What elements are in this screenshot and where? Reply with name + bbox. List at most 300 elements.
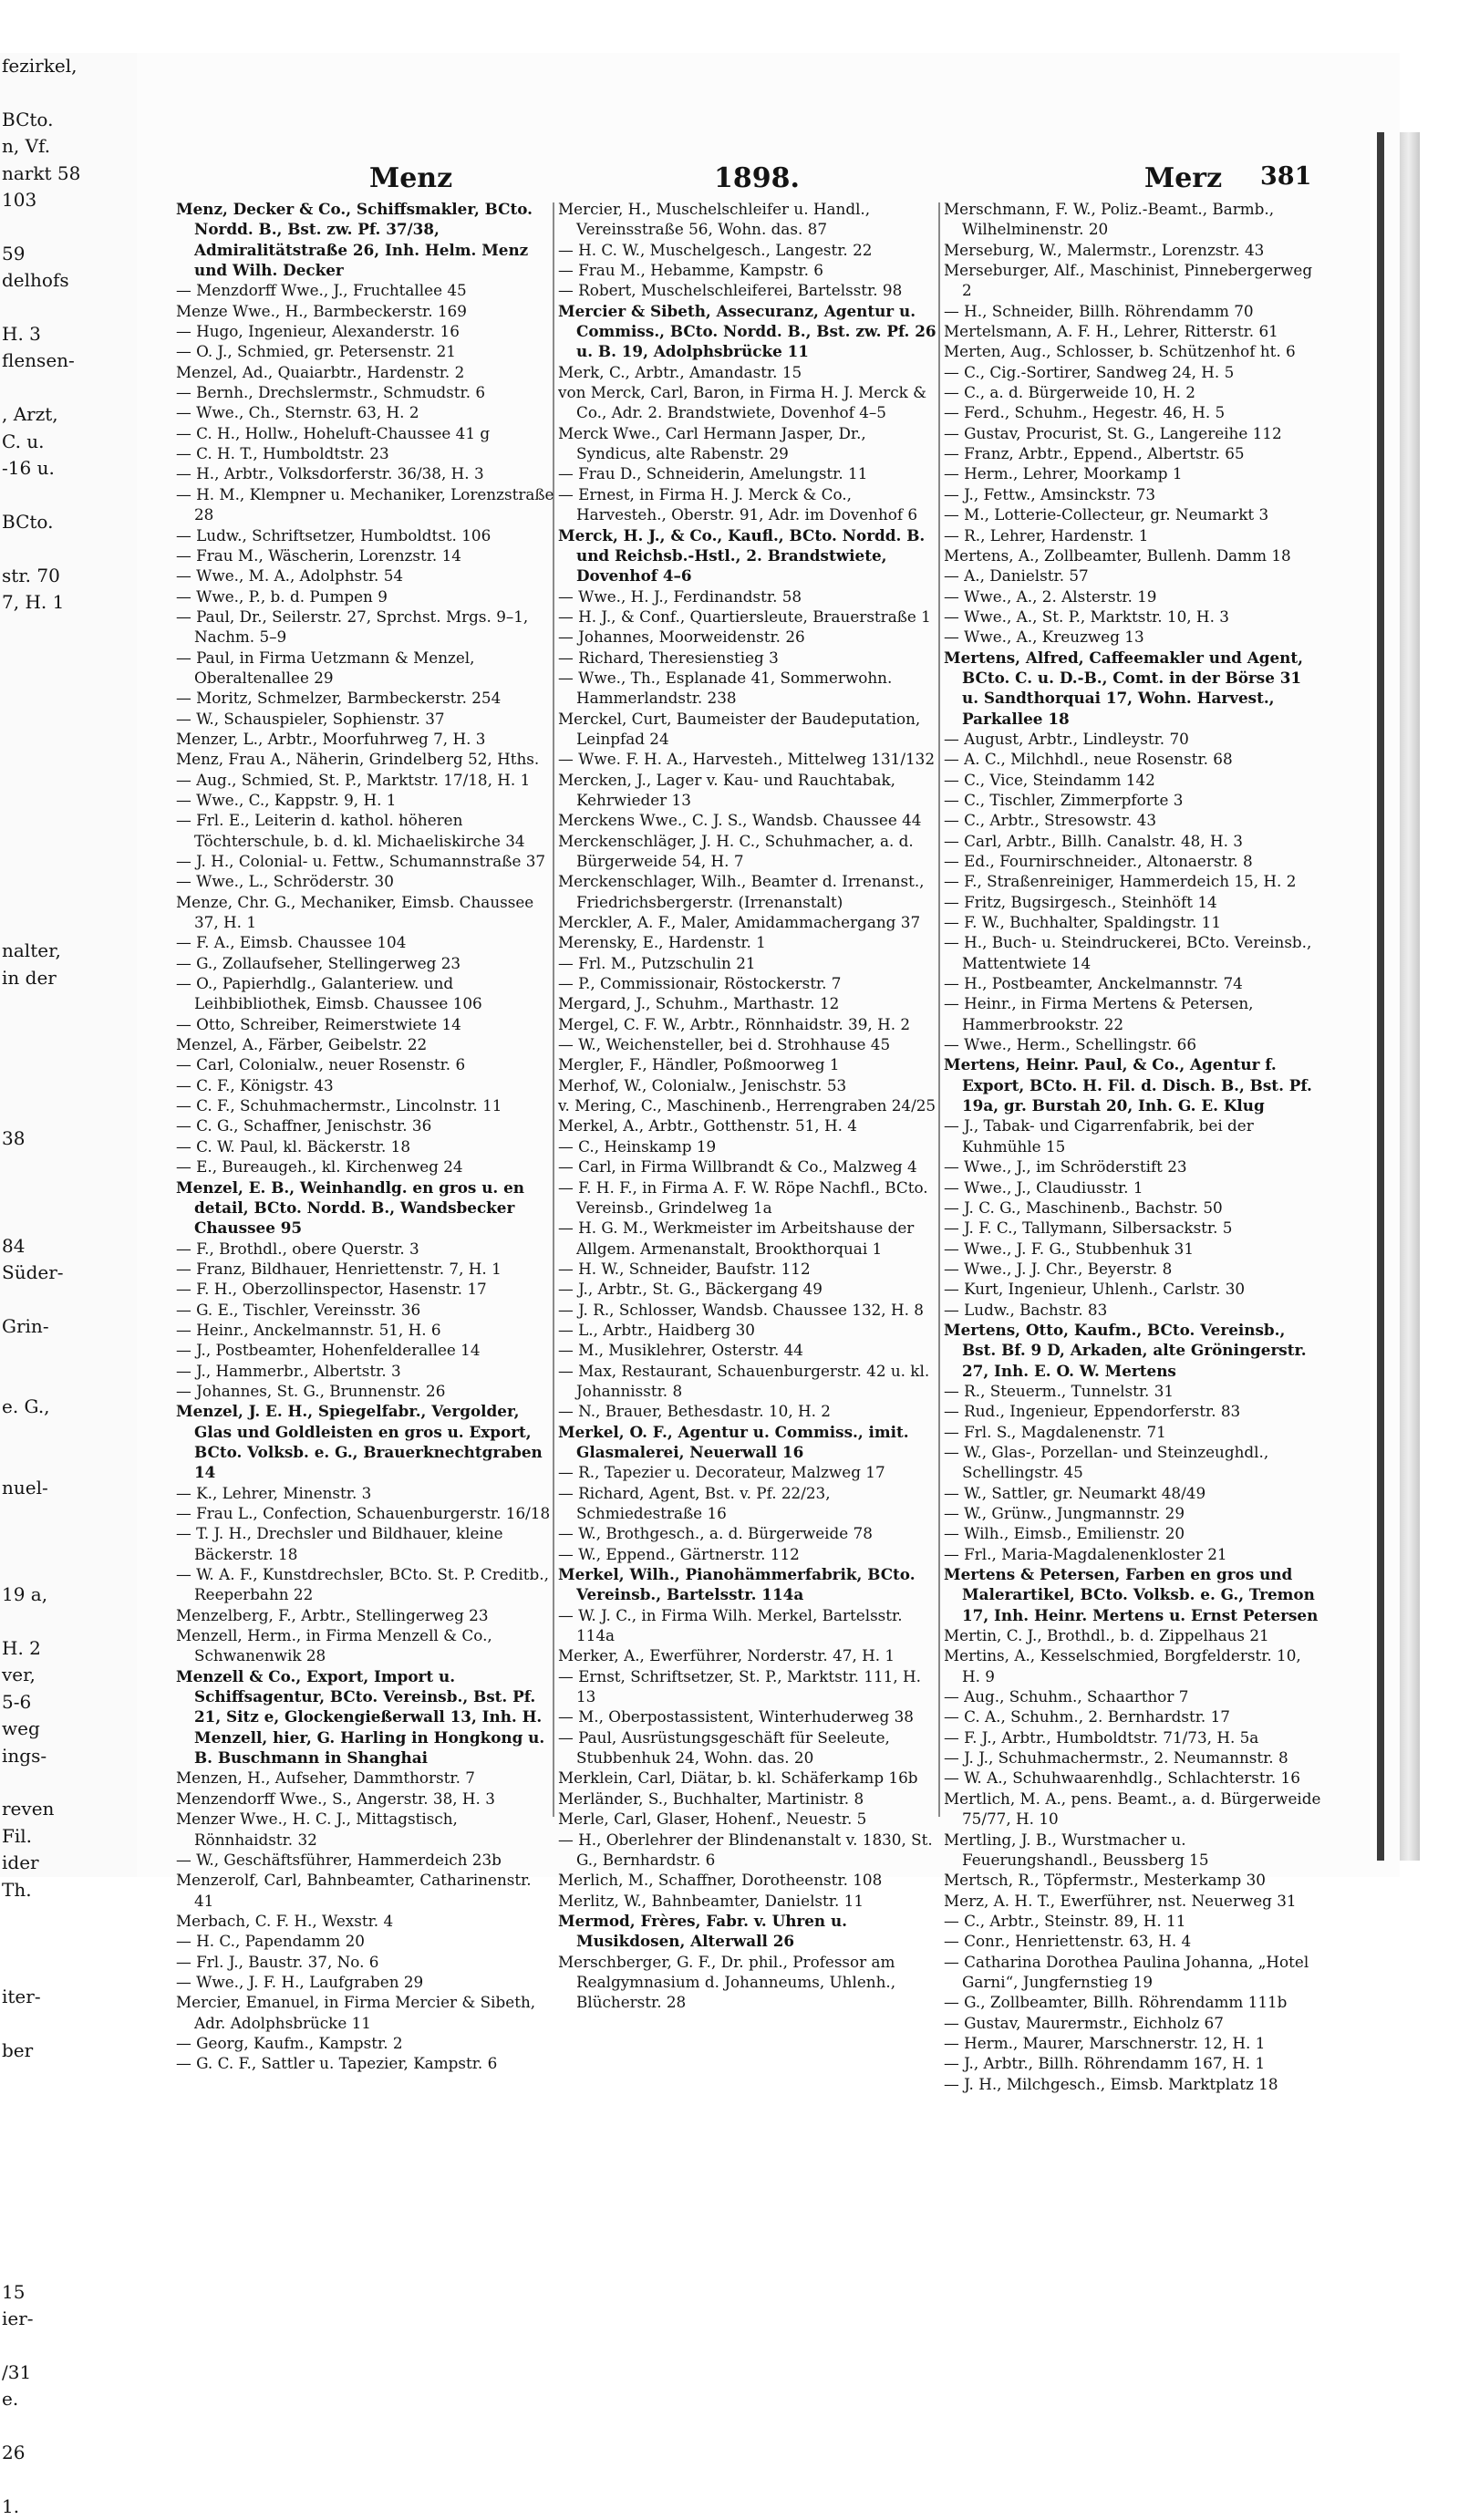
directory-entry: — W. J. C., in Firma Wilh. Merkel, Bartelsstr. 114a: [558, 1605, 903, 1645]
directory-entry: — Wwe., J. F. H., Laufgraben 29: [176, 1972, 424, 1991]
left-page-text-fragment: [0, 482, 137, 509]
directory-entry: Menze Wwe., H., Barmbeckerstr. 169: [176, 301, 467, 320]
page-gutter-shadow: [1377, 132, 1384, 1861]
directory-entry: Menzerolf, Carl, Bahnbeamter, Catharinenstr. 41: [176, 1871, 532, 1910]
left-page-text-fragment: [0, 2011, 137, 2038]
left-page-text-fragment: Süder-: [2, 1261, 64, 1284]
page-edge: [1400, 132, 1420, 1861]
directory-entry: — H. W., Schneider, Baufstr. 112: [558, 1259, 811, 1278]
left-page-text-fragment: iter-: [2, 1986, 41, 2008]
left-page-text-fragment: /31: [2, 2360, 32, 2383]
left-page-text-fragment: 1.: [2, 2494, 20, 2517]
left-page-text-fragment: [0, 1930, 137, 1956]
directory-entry: — Wwe. F. H. A., Harvesteh., Mittelweg 131/132: [558, 750, 936, 769]
left-page-text-fragment: [0, 885, 137, 911]
directory-entry: — Conr., Henriettenstr. 63, H. 4: [944, 1932, 1192, 1951]
left-page-text-fragment: 5-6: [2, 1690, 32, 1713]
directory-entry: Mercier, Emanuel, in Firma Mercier & Sibeth, Adr. Adolphsbrücke 11: [176, 1993, 536, 2032]
left-page-text-fragment: [0, 2145, 137, 2172]
left-page-text-fragment: [0, 1769, 137, 1796]
directory-entry: — C., Arbtr., Steinstr. 89, H. 11: [944, 1911, 1186, 1930]
directory-entry: — W., Brothgesch., a. d. Bürgerweide 78: [558, 1524, 873, 1543]
left-page-text-fragment: [0, 804, 137, 830]
left-page-text-fragment: [0, 1019, 137, 1045]
directory-entry: Menzel, E. B., Weinhandlg. en gros u. en detail, BCto. Nordd. B., Wandsbecker Chaussee 95: [176, 1177, 524, 1238]
directory-entry: — F. J., Arbtr., Humboldtstr. 71/73, H. 5a: [944, 1727, 1259, 1747]
left-page-text-fragment: [0, 617, 137, 643]
directory-entry: — Ernst, Schriftsetzer, St. P., Marktstr. 111, H. 13: [558, 1666, 921, 1706]
directory-entry: — W., Weichensteller, bei d. Strohhause 45: [558, 1035, 891, 1054]
directory-entry: Merle, Carl, Glaser, Hohenf., Neuestr. 5: [558, 1810, 867, 1829]
directory-entry: — R., Steuerm., Tunnelstr. 31: [944, 1381, 1174, 1400]
directory-entry: — Carl, Arbtr., Billh. Canalstr. 48, H. 3: [944, 831, 1243, 850]
left-page-text-fragment: [0, 213, 137, 240]
left-page-text-fragment: [0, 2199, 137, 2225]
directory-entry: — A. C., Milchhdl., neue Rosenstr. 68: [944, 750, 1233, 769]
directory-entry: — Rud., Ingenieur, Eppendorferstr. 83: [944, 1402, 1241, 1421]
directory-entry: Menzen, H., Aufseher, Dammthorstr. 7: [176, 1768, 475, 1788]
left-page-text-fragment: 15: [2, 2280, 26, 2303]
left-page-text-fragment: str. 70: [2, 564, 60, 586]
page-number: 381: [1260, 162, 1312, 191]
directory-entry: — J. C. G., Maschinenb., Bachstr. 50: [944, 1198, 1223, 1217]
directory-entry: Merckler, A. F., Maler, Amidammachergang 37: [558, 913, 921, 932]
directory-entry: Merseburger, Alf., Maschinist, Pinnebergerweg 2: [944, 261, 1313, 300]
directory-entry: — Wwe., A., St. P., Marktstr. 10, H. 3: [944, 607, 1229, 626]
directory-entry: Merten, Aug., Schlosser, b. Schützenhof ht. 6: [944, 342, 1296, 361]
directory-entry: — F. A., Eimsb. Chaussee 104: [176, 933, 407, 952]
left-page-text-fragment: [0, 2252, 137, 2278]
left-page-text-fragment: [0, 295, 137, 321]
left-page-text-fragment: [0, 1447, 137, 1474]
left-page-text-fragment: [0, 2064, 137, 2090]
directory-entry: Mercier, H., Muschelschleifer u. Handl., Vereinsstraße 56, Wohn. das. 87: [558, 200, 871, 239]
directory-column-3: [944, 199, 1322, 2094]
directory-entry: Merlich, M., Schaffner, Dorotheenstr. 108: [558, 1871, 883, 1890]
directory-entry: — J., Arbtr., Billh. Röhrendamm 167, H. 1: [944, 2054, 1266, 2073]
left-page-text-fragment: [0, 991, 137, 1018]
directory-entry: — F. W., Buchhalter, Spaldingstr. 11: [944, 913, 1221, 932]
directory-entry: — J. H., Milchgesch., Eimsb. Marktplatz 18: [944, 2074, 1278, 2093]
directory-entry: Merck Wwe., Carl Hermann Jasper, Dr., Syndicus, alte Rabenstr. 29: [558, 423, 866, 463]
directory-entry: — Wwe., Th., Esplanade 41, Sommerwohn. Hammerlandstr. 238: [558, 668, 893, 708]
left-page-text-fragment: reven: [2, 1798, 55, 1820]
directory-entry: — Frl. E., Leiterin d. kathol. höheren Töchterschule, b. d. kl. Michaeliskirche 34: [176, 811, 525, 850]
directory-entry: Merbach, C. F. H., Wexstr. 4: [176, 1911, 394, 1930]
left-page-text-fragment: [0, 1957, 137, 1984]
directory-entry: — G. E., Tischler, Vereinsstr. 36: [176, 1300, 421, 1319]
directory-entry: — Frau M., Hebamme, Kampstr. 6: [558, 261, 823, 280]
directory-entry: — Richard, Theresienstieg 3: [558, 648, 779, 667]
left-page-text-fragment: weg: [2, 1717, 40, 1740]
directory-entry: — Wwe., Ch., Sternstr. 63, H. 2: [176, 403, 419, 422]
directory-entry: — H., Postbeamter, Anckelmannstr. 74: [944, 974, 1243, 993]
directory-entry: — Fritz, Bugsirgesch., Steinhöft 14: [944, 892, 1217, 911]
directory-entry: — C., Vice, Steindamm 142: [944, 770, 1155, 789]
left-page-text-fragment: fezirkel,: [2, 55, 78, 77]
directory-entry: Menzer, L., Arbtr., Moorfuhrweg 7, H. 3: [176, 729, 486, 748]
directory-entry: — M., Oberpostassistent, Winterhuderweg 38: [558, 1707, 914, 1727]
directory-entry: — J. F. C., Tallymann, Silbersackstr. 5: [944, 1219, 1233, 1238]
directory-entry: — H. J., & Conf., Quartiersleute, Brauerstraße 1: [558, 607, 931, 626]
directory-entry: — P., Commissionair, Röstockerstr. 7: [558, 974, 842, 993]
directory-entry: Merckens Wwe., C. J. S., Wandsb. Chaussee 44: [558, 811, 922, 830]
directory-column-2: [558, 199, 936, 2013]
left-page-text-fragment: ber: [2, 2039, 34, 2062]
directory-entry: — Franz, Bildhauer, Henriettenstr. 7, H. 1: [176, 1259, 502, 1278]
left-page-text-fragment: [0, 1903, 137, 1930]
directory-entry: — Wwe., H. J., Ferdinandstr. 58: [558, 586, 802, 606]
left-page-text-fragment: e. G.,: [2, 1395, 50, 1418]
directory-entry: — Ernest, in Firma H. J. Merck & Co., Harvesteh., Oberstr. 91, Adr. im Dovenhof 6: [558, 484, 918, 524]
left-page-text-fragment: n, Vf.: [2, 135, 51, 158]
directory-entry: — G., Zollaufseher, Stellingerweg 23: [176, 953, 461, 972]
directory-entry: — W. A., Schuhwaarenhdlg., Schlachterstr. 16: [944, 1768, 1300, 1788]
left-page-text-fragment: delhofs: [2, 269, 69, 292]
left-page-text-fragment: BCto.: [2, 108, 54, 130]
left-page-text-fragment: [0, 1528, 137, 1554]
directory-entry: — G. C. F., Sattler u. Tapezier, Kampstr. 6: [176, 2054, 498, 2073]
directory-entry: — Frl. S., Magdalenenstr. 71: [944, 1422, 1166, 1441]
left-page-text-fragment: [0, 375, 137, 401]
directory-entry: Mergard, J., Schuhm., Marthastr. 12: [558, 994, 840, 1013]
directory-entry: — H. C., Papendamm 20: [176, 1932, 365, 1951]
left-page-text-fragment: [0, 1609, 137, 1635]
left-page-text-fragment: [0, 751, 137, 777]
directory-entry: — Carl, Colonialw., neuer Rosenstr. 6: [176, 1055, 466, 1074]
left-page-text-fragment: [0, 1072, 137, 1098]
left-page-text-fragment: H. 3: [2, 323, 41, 346]
running-head-left: Menz: [369, 162, 453, 194]
directory-entry: Merz, A. H. T., Ewerführer, nst. Neuerweg 31: [944, 1891, 1297, 1910]
directory-entry: v. Mering, C., Maschinenb., Herrengraben 24/25: [558, 1096, 936, 1115]
left-page-text-fragment: nalter,: [2, 939, 61, 962]
left-page-text-fragment: [0, 1153, 137, 1179]
directory-entry: — Wilh., Eimsb., Emilienstr. 20: [944, 1524, 1185, 1543]
directory-entry: Mertlich, M. A., pens. Beamt., a. d. Bürgerweide 75/77, H. 10: [944, 1789, 1321, 1829]
directory-entry: — H. G. M., Werkmeister im Arbeitshause der Allgem. Armenanstalt, Brookthorquai 1: [558, 1219, 915, 1258]
directory-entry: — F., Brothdl., obere Querstr. 3: [176, 1239, 419, 1258]
directory-entry: — Heinr., Anckelmannstr. 51, H. 6: [176, 1320, 441, 1339]
directory-entry: Mertens, A., Zollbeamter, Bullenh. Damm 18: [944, 545, 1291, 565]
directory-entry: Merk, C., Arbtr., Amandastr. 15: [558, 362, 802, 381]
directory-entry: Merländer, S., Buchhalter, Martinistr. 8: [558, 1789, 864, 1808]
directory-entry: — J., Hammerbr., Albertstr. 3: [176, 1361, 401, 1380]
directory-entry: Menz, Frau A., Näherin, Grindelberg 52, Hths.: [176, 750, 540, 769]
left-page-text-fragment: [0, 777, 137, 804]
left-page-text-fragment: [0, 2091, 137, 2118]
directory-entry: Mertens, Alfred, Caffeemakler und Agent, BCto. C. u. D.-B., Comt. in der Börse 31 u. Sandthorquai 17, Wohn. Harvest., Parkallee 18: [944, 648, 1303, 728]
directory-entry: — W., Glas-, Porzellan- und Steinzeughdl., Schellingstr. 45: [944, 1442, 1269, 1482]
directory-entry: — M., Musiklehrer, Osterstr. 44: [558, 1341, 803, 1360]
left-page-text-fragment: [0, 2333, 137, 2359]
directory-entry: — Paul, Ausrüstungsgeschäft für Seeleute, Stubbenhuk 24, Wohn. das. 20: [558, 1727, 890, 1768]
left-page-text-fragment: H. 2: [2, 1636, 41, 1659]
directory-entry: — C., Arbtr., Stresowstr. 43: [944, 811, 1156, 830]
directory-entry: — Ludw., Schriftsetzer, Humboldtst. 106: [176, 525, 492, 544]
directory-entry: Mergel, C. F. W., Arbtr., Rönnhaidstr. 39, H. 2: [558, 1014, 911, 1033]
left-page-text-fragment: [0, 1099, 137, 1125]
directory-entry: — C. F., Schuhmachermstr., Lincolnstr. 11: [176, 1096, 502, 1115]
left-page-text-fragment: [0, 831, 137, 857]
directory-entry: — G., Zollbeamter, Billh. Röhrendamm 111b: [944, 1993, 1288, 2012]
left-page-text-fragment: 7, H. 1: [2, 591, 65, 614]
directory-entry: — Wwe., J. F. G., Stubbenhuk 31: [944, 1239, 1195, 1258]
directory-entry: — J. J., Schuhmachermstr., 2. Neumannstr. 8: [944, 1748, 1288, 1768]
directory-entry: — C. F., Königstr. 43: [176, 1075, 334, 1094]
directory-entry: — Georg, Kaufm., Kampstr. 2: [176, 2033, 403, 2052]
directory-entry: Merkel, A., Arbtr., Gotthenstr. 51, H. 4: [558, 1116, 857, 1136]
directory-entry: — O., Papierhdlg., Galanteriew. und Leihbibliothek, Eimsb. Chaussee 106: [176, 974, 482, 1013]
directory-entry: — Frau L., Confection, Schauenburgerstr. 16/18: [176, 1504, 551, 1522]
directory-entry: — Frl., Maria-Magdalenenkloster 21: [944, 1544, 1227, 1563]
running-head-year: 1898.: [714, 162, 800, 194]
left-page-text-fragment: flensen-: [2, 349, 75, 372]
directory-entry: — H. M., Klempner u. Mechaniker, Lorenzstraße 28: [176, 484, 554, 524]
directory-entry: — Catharina Dorothea Paulina Johanna, „Hotel Garni“, Jungfernstieg 19: [944, 1952, 1309, 1991]
left-page-text-fragment: [0, 643, 137, 669]
directory-entry: — H., Schneider, Billh. Röhrendamm 70: [944, 301, 1254, 320]
directory-entry: Merseburg, W., Malermstr., Lorenzstr. 43: [944, 240, 1265, 259]
left-page-text-fragment: [0, 1367, 137, 1394]
directory-entry: Mermod, Frères, Fabr. v. Uhren u. Musikdosen, Alterwall 26: [558, 1911, 848, 1951]
directory-entry: — C. A., Schuhm., 2. Bernhardstr. 17: [944, 1707, 1230, 1727]
left-page-text-fragment: [0, 697, 137, 723]
left-page-text-fragment: BCto.: [2, 510, 54, 533]
directory-entry: — W., Grünw., Jungmannstr. 29: [944, 1504, 1185, 1522]
directory-entry: — Gustav, Procurist, St. G., Langereihe 112: [944, 423, 1282, 442]
directory-entry: — C. G., Schaffner, Jenischstr. 36: [176, 1116, 432, 1136]
directory-entry: Menzell, Herm., in Firma Menzell & Co., Schwanenwik 28: [176, 1626, 492, 1665]
directory-entry: — J., Tabak- und Cigarrenfabrik, bei der Kuhmühle 15: [944, 1116, 1254, 1156]
directory-entry: — Wwe., Herm., Schellingstr. 66: [944, 1035, 1197, 1054]
directory-entry: — Aug., Schuhm., Schaarthor 7: [944, 1687, 1189, 1706]
directory-entry: Mertin, C. J., Brothdl., b. d. Zippelhaus 21: [944, 1626, 1269, 1645]
directory-entry: — T. J. H., Drechsler und Bildhauer, kleine Bäckerstr. 18: [176, 1524, 503, 1563]
directory-entry: — W., Sattler, gr. Neumarkt 48/49: [944, 1483, 1206, 1502]
directory-entry: — C. W. Paul, kl. Bäckerstr. 18: [176, 1136, 411, 1156]
directory-entry: von Merck, Carl, Baron, in Firma H. J. Merck & Co., Adr. 2. Brandstwiete, Dovenhof 4–5: [558, 383, 927, 422]
directory-entry: — J., Fettw., Amsinckstr. 73: [944, 484, 1156, 503]
left-page-text-fragment: 103: [2, 189, 37, 212]
directory-entry: — Otto, Schreiber, Reimerstwiete 14: [176, 1014, 461, 1033]
directory-entry: Merckel, Curt, Baumeister der Baudeputation, Leinpfad 24: [558, 709, 921, 748]
directory-entry: — R., Tapezier u. Decorateur, Malzweg 17: [558, 1463, 885, 1482]
left-page-text-fragment: ier-: [2, 2307, 34, 2330]
directory-entry: — H. C. W., Muschelgesch., Langestr. 22: [558, 240, 873, 259]
directory-entry: — E., Bureaugeh., kl. Kirchenweg 24: [176, 1157, 463, 1177]
directory-entry: — Paul, in Firma Uetzmann & Menzel, Oberaltenallee 29: [176, 648, 475, 687]
directory-entry: — Ferd., Schuhm., Hegestr. 46, H. 5: [944, 403, 1226, 422]
left-page-text-fragment: [0, 1206, 137, 1232]
directory-entry: — Gustav, Maurermstr., Eichholz 67: [944, 2013, 1224, 2032]
left-page-text-fragment: Th.: [2, 1878, 32, 1901]
directory-entry: — O. J., Schmied, gr. Petersenstr. 21: [176, 342, 456, 361]
left-page-text-fragment: 26: [2, 2442, 26, 2464]
directory-entry: — C., a. d. Bürgerweide 10, H. 2: [944, 383, 1195, 402]
directory-entry: — N., Brauer, Bethesdastr. 10, H. 2: [558, 1402, 831, 1421]
directory-entry: — Bernh., Drechslermstr., Schmudstr. 6: [176, 383, 486, 402]
left-page-text-fragment: [0, 669, 137, 696]
directory-entry: Merckenschläger, J. H. C., Schuhmacher, a. d. Bürgerweide 54, H. 7: [558, 831, 914, 870]
directory-entry: — M., Lotterie-Collecteur, gr. Neumarkt 3: [944, 505, 1269, 524]
directory-entry: — J., Arbtr., St. G., Bäckergang 49: [558, 1280, 823, 1299]
directory-entry: Menzel, A., Färber, Geibelstr. 22: [176, 1035, 428, 1054]
directory-entry: Merlitz, W., Bahnbeamter, Danielstr. 11: [558, 1891, 864, 1910]
directory-entry: — Ludw., Bachstr. 83: [944, 1300, 1108, 1319]
directory-entry: — Kurt, Ingenieur, Uhlenh., Carlstr. 30: [944, 1280, 1246, 1299]
directory-entry: — Richard, Agent, Bst. v. Pf. 22/23, Schmiedestraße 16: [558, 1483, 831, 1522]
directory-entry: Merkel, O. F., Agentur u. Commiss., imit. Glasmalerei, Neuerwall 16: [558, 1422, 909, 1461]
directory-entry: — August, Arbtr., Lindleystr. 70: [944, 729, 1189, 748]
left-page-text-fragment: [0, 1501, 137, 1528]
left-page-text-fragment: [0, 857, 137, 884]
directory-entry: Mergler, F., Händler, Poßmoorweg 1: [558, 1055, 840, 1074]
left-page-text-fragment: , Arzt,: [2, 403, 58, 426]
left-page-text-fragment: -16 u.: [2, 457, 55, 480]
directory-entry: — Carl, in Firma Willbrandt & Co., Malzweg 4: [558, 1157, 917, 1177]
directory-entry: — Paul, Dr., Seilerstr. 27, Sprchst. Mrgs. 9–1, Nachm. 5–9: [176, 607, 529, 647]
directory-entry: — Ed., Fournirschneider., Altonaerstr. 8: [944, 852, 1253, 870]
directory-entry: — L., Arbtr., Haidberg 30: [558, 1320, 755, 1339]
directory-entry: — Johannes, St. G., Brunnenstr. 26: [176, 1381, 446, 1400]
directory-entry: — Franz, Arbtr., Eppend., Albertstr. 65: [944, 444, 1245, 463]
directory-entry: — Aug., Schmied, St. P., Marktstr. 17/18, H. 1: [176, 770, 531, 789]
directory-entry: — Frau D., Schneiderin, Amelungstr. 11: [558, 464, 868, 483]
directory-column-1: [176, 199, 554, 2074]
directory-entry: — F. H. F., in Firma A. F. W. Röpe Nachfl., BCto. Vereinsb., Grindelweg 1a: [558, 1177, 928, 1217]
directory-entry: — W., Eppend., Gärtnerstr. 112: [558, 1544, 800, 1563]
directory-entry: Merklein, Carl, Diätar, b. kl. Schäferkamp 16b: [558, 1768, 918, 1788]
directory-entry: — C. H., Hollw., Hoheluft-Chaussee 41 g: [176, 423, 491, 442]
directory-entry: — Wwe., J. J. Chr., Beyerstr. 8: [944, 1259, 1173, 1278]
directory-entry: Menzelberg, F., Arbtr., Stellingerweg 23: [176, 1605, 489, 1624]
directory-entry: — Wwe., M. A., Adolphstr. 54: [176, 566, 404, 586]
left-page-text-fragment: ider: [2, 1851, 39, 1874]
directory-entry: — C., Tischler, Zimmerpforte 3: [944, 790, 1184, 809]
directory-entry: — H., Arbtr., Volksdorferstr. 36/38, H. 3: [176, 464, 484, 483]
directory-entry: — Wwe., A., Kreuzweg 13: [944, 627, 1144, 647]
left-page-text-fragment: 59: [2, 242, 26, 264]
directory-entry: — C., Cig.-Sortirer, Sandweg 24, H. 5: [944, 362, 1235, 381]
directory-entry: — J. H., Colonial- u. Fettw., Schumannstraße 37: [176, 852, 546, 870]
directory-entry: — H., Oberlehrer der Blindenanstalt v. 1830, St. G., Bernhardstr. 6: [558, 1830, 933, 1869]
left-page-text-fragment: nuel-: [2, 1476, 48, 1499]
directory-entry: — J., Postbeamter, Hohenfelderallee 14: [176, 1341, 481, 1360]
directory-entry: — C. H. T., Humboldtstr. 23: [176, 444, 389, 463]
directory-entry: — Herm., Maurer, Marschnerstr. 12, H. 1: [944, 2033, 1266, 2052]
directory-entry: Menzer Wwe., H. C. J., Mittagstisch, Rönnhaidstr. 32: [176, 1810, 458, 1849]
left-page-text-fragment: [0, 1179, 137, 1206]
directory-entry: Menzendorff Wwe., S., Angerstr. 38, H. 3: [176, 1789, 495, 1808]
directory-entry: — Moritz, Schmelzer, Barmbeckerstr. 254: [176, 689, 502, 708]
directory-entry: Mertens, Otto, Kaufm., BCto. Vereinsb., Bst. Bf. 9 D, Arkaden, alte Gröningerstr. 27, Inh. E. O. W. Mertens: [944, 1320, 1307, 1380]
left-page-text-fragment: in der: [2, 966, 57, 989]
directory-entry: Menze, Chr. G., Mechaniker, Eimsb. Chaussee 37, H. 1: [176, 892, 534, 932]
left-page-text-fragment: narkt 58: [2, 161, 81, 184]
directory-entry: Menzel, Ad., Quaiarbtr., Hardenstr. 2: [176, 362, 465, 381]
directory-entry: Merck, H. J., & Co., Kaufl., BCto. Nordd. B. und Reichsb.-Hstl., 2. Brandstwiete, Dovenhof 4–6: [558, 525, 926, 586]
directory-entry: Mercier & Sibeth, Assecuranz, Agentur u. Commiss., BCto. Nordd. B., Bst. zw. Pf. 26 u. B. 19, Adolphsbrücke 11: [558, 301, 936, 361]
directory-entry: — A., Danielstr. 57: [944, 566, 1089, 586]
left-page-text-fragment: 84: [2, 1234, 26, 1257]
directory-entry: — Wwe., C., Kappstr. 9, H. 1: [176, 790, 397, 809]
directory-entry: — Heinr., in Firma Mertens & Petersen, Hammerbrookstr. 22: [944, 994, 1254, 1033]
directory-entry: — Max, Restaurant, Schauenburgerstr. 42 u. kl. Johannisstr. 8: [558, 1361, 930, 1400]
left-page-text-fragment: [0, 1555, 137, 1581]
column-divider: [938, 202, 940, 1817]
left-page-text-fragment: 19 a,: [2, 1583, 48, 1606]
left-page-text-fragment: [0, 535, 137, 562]
directory-entry: — Wwe., P., b. d. Pumpen 9: [176, 586, 388, 606]
directory-entry: Mertling, J. B., Wurstmacher u. Feuerungshandl., Beussberg 15: [944, 1830, 1209, 1869]
directory-entry: — R., Lehrer, Hardenstr. 1: [944, 525, 1149, 544]
left-page-text-fragment: [0, 2467, 137, 2494]
directory-entry: Merschberger, G. F., Dr. phil., Professor am Realgymnasium d. Johanneums, Uhlenh., Blücherstr. 28: [558, 1952, 896, 2012]
directory-entry: — Wwe., J., Claudiusstr. 1: [944, 1177, 1143, 1197]
directory-entry: — Wwe., A., 2. Alsterstr. 19: [944, 586, 1157, 606]
left-page-text-fragment: ings-: [2, 1744, 47, 1767]
directory-entry: Merckenschlager, Wilh., Beamter d. Irrenanst., Friedrichsbergerstr. (Irrenanstalt): [558, 872, 925, 911]
directory-entry: — Wwe., J., im Schröderstift 23: [944, 1157, 1187, 1177]
left-page-fragment: [0, 53, 142, 2517]
directory-entry: Mercken, J., Lager v. Kau- und Rauchtabak, Kehrwieder 13: [558, 770, 895, 809]
directory-entry: Menzell & Co., Export, Import u. Schiffsagentur, BCto. Vereinsb., Bst. Pf. 21, Sitz e, Glockengießerwall 13, Inh. H. Menzell, hier, G. Harling in Hongkong u. B. Buschmann in Shanghai: [176, 1666, 545, 1768]
left-page-text-fragment: Fil.: [2, 1824, 33, 1847]
directory-entry: — F., Straßenreiniger, Hammerdeich 15, H. 2: [944, 872, 1297, 891]
directory-entry: — Frl. M., Putzschulin 21: [558, 953, 756, 972]
directory-entry: Merker, A., Ewerführer, Norderstr. 47, H. 1: [558, 1646, 895, 1665]
left-page-text-fragment: [0, 1421, 137, 1447]
directory-entry: Menz, Decker & Co., Schiffsmakler, BCto. Nordd. B., Bst. zw. Pf. 37/38, Admiralitätstraße 26, Inh. Helm. Menz und Wilh. Decker: [176, 200, 533, 280]
directory-entry: — Herm., Lehrer, Moorkamp 1: [944, 464, 1183, 483]
directory-entry: — W., Schauspieler, Sophienstr. 37: [176, 709, 445, 728]
directory-entry: Mertens & Petersen, Farben en gros und Malerartikel, BCto. Volksb. e. G., Tremon 17, Inh. Heinr. Mertens u. Ernst Petersen: [944, 1565, 1319, 1624]
directory-entry: Merschmann, F. W., Poliz.-Beamt., Barmb., Wilhelminenstr. 20: [944, 200, 1275, 239]
directory-entry: — C., Heinskamp 19: [558, 1136, 717, 1156]
left-page-text-fragment: [0, 2172, 137, 2198]
directory-entry: — Robert, Muschelschleiferei, Bartelsstr. 98: [558, 281, 903, 300]
directory-entry: Mertelsmann, A. F. H., Lehrer, Ritterstr. 61: [944, 322, 1278, 341]
left-page-text-fragment: [0, 723, 137, 750]
left-page-text-fragment: [0, 1045, 137, 1072]
directory-entry: — W. A. F., Kunstdrechsler, BCto. St. P. Creditb., Reeperbahn 22: [176, 1565, 549, 1604]
left-page-text-fragment: ver,: [2, 1664, 36, 1686]
directory-entry: — J. R., Schlosser, Wandsb. Chaussee 132, H. 8: [558, 1300, 924, 1319]
directory-entry: Merkel, Wilh., Pianohämmerfabrik, BCto. Vereinsb., Bartelsstr. 114a: [558, 1565, 916, 1604]
left-page-text-fragment: [0, 2225, 137, 2252]
directory-entry: Mertins, A., Kesselschmied, Borgfelderstr. 10, H. 9: [944, 1646, 1301, 1685]
left-page-text-fragment: [0, 79, 137, 106]
directory-entry: Merensky, E., Hardenstr. 1: [558, 933, 766, 952]
directory-entry: — H., Buch- u. Steindruckerei, BCto. Vereinsb., Mattentwiete 14: [944, 933, 1312, 972]
directory-entry: Merhof, W., Colonialw., Jenischstr. 53: [558, 1075, 847, 1094]
directory-entry: — Menzdorff Wwe., J., Fruchtallee 45: [176, 281, 467, 300]
directory-entry: — Hugo, Ingenieur, Alexanderstr. 16: [176, 322, 460, 341]
left-page-text-fragment: 38: [2, 1127, 26, 1150]
directory-entry: — Johannes, Moorweidenstr. 26: [558, 627, 805, 647]
directory-entry: — Frl. J., Baustr. 37, No. 6: [176, 1952, 379, 1971]
directory-entry: Menzel, J. E. H., Spiegelfabr., Vergolder, Glas und Goldleisten en gros u. Export, BCto. Volksb. e. G., Brauerknechtgraben 14: [176, 1402, 543, 1482]
left-page-text-fragment: [0, 2413, 137, 2440]
directory-entry: — F. H., Oberzollinspector, Hasenstr. 17: [176, 1280, 487, 1299]
left-page-text-fragment: C. u.: [2, 430, 45, 452]
left-page-text-fragment: [0, 1287, 137, 1313]
directory-entry: — K., Lehrer, Minenstr. 3: [176, 1483, 372, 1502]
directory-entry: Mertsch, R., Töpfermstr., Mesterkamp 30: [944, 1871, 1266, 1890]
left-page-text-fragment: [0, 911, 137, 938]
directory-entry: Mertens, Heinr. Paul, & Co., Agentur f. Export, BCto. H. Fil. d. Disch. B., Bst. Pf. 19a, gr. Burstah 20, Inh. G. E. Klug: [944, 1055, 1312, 1115]
